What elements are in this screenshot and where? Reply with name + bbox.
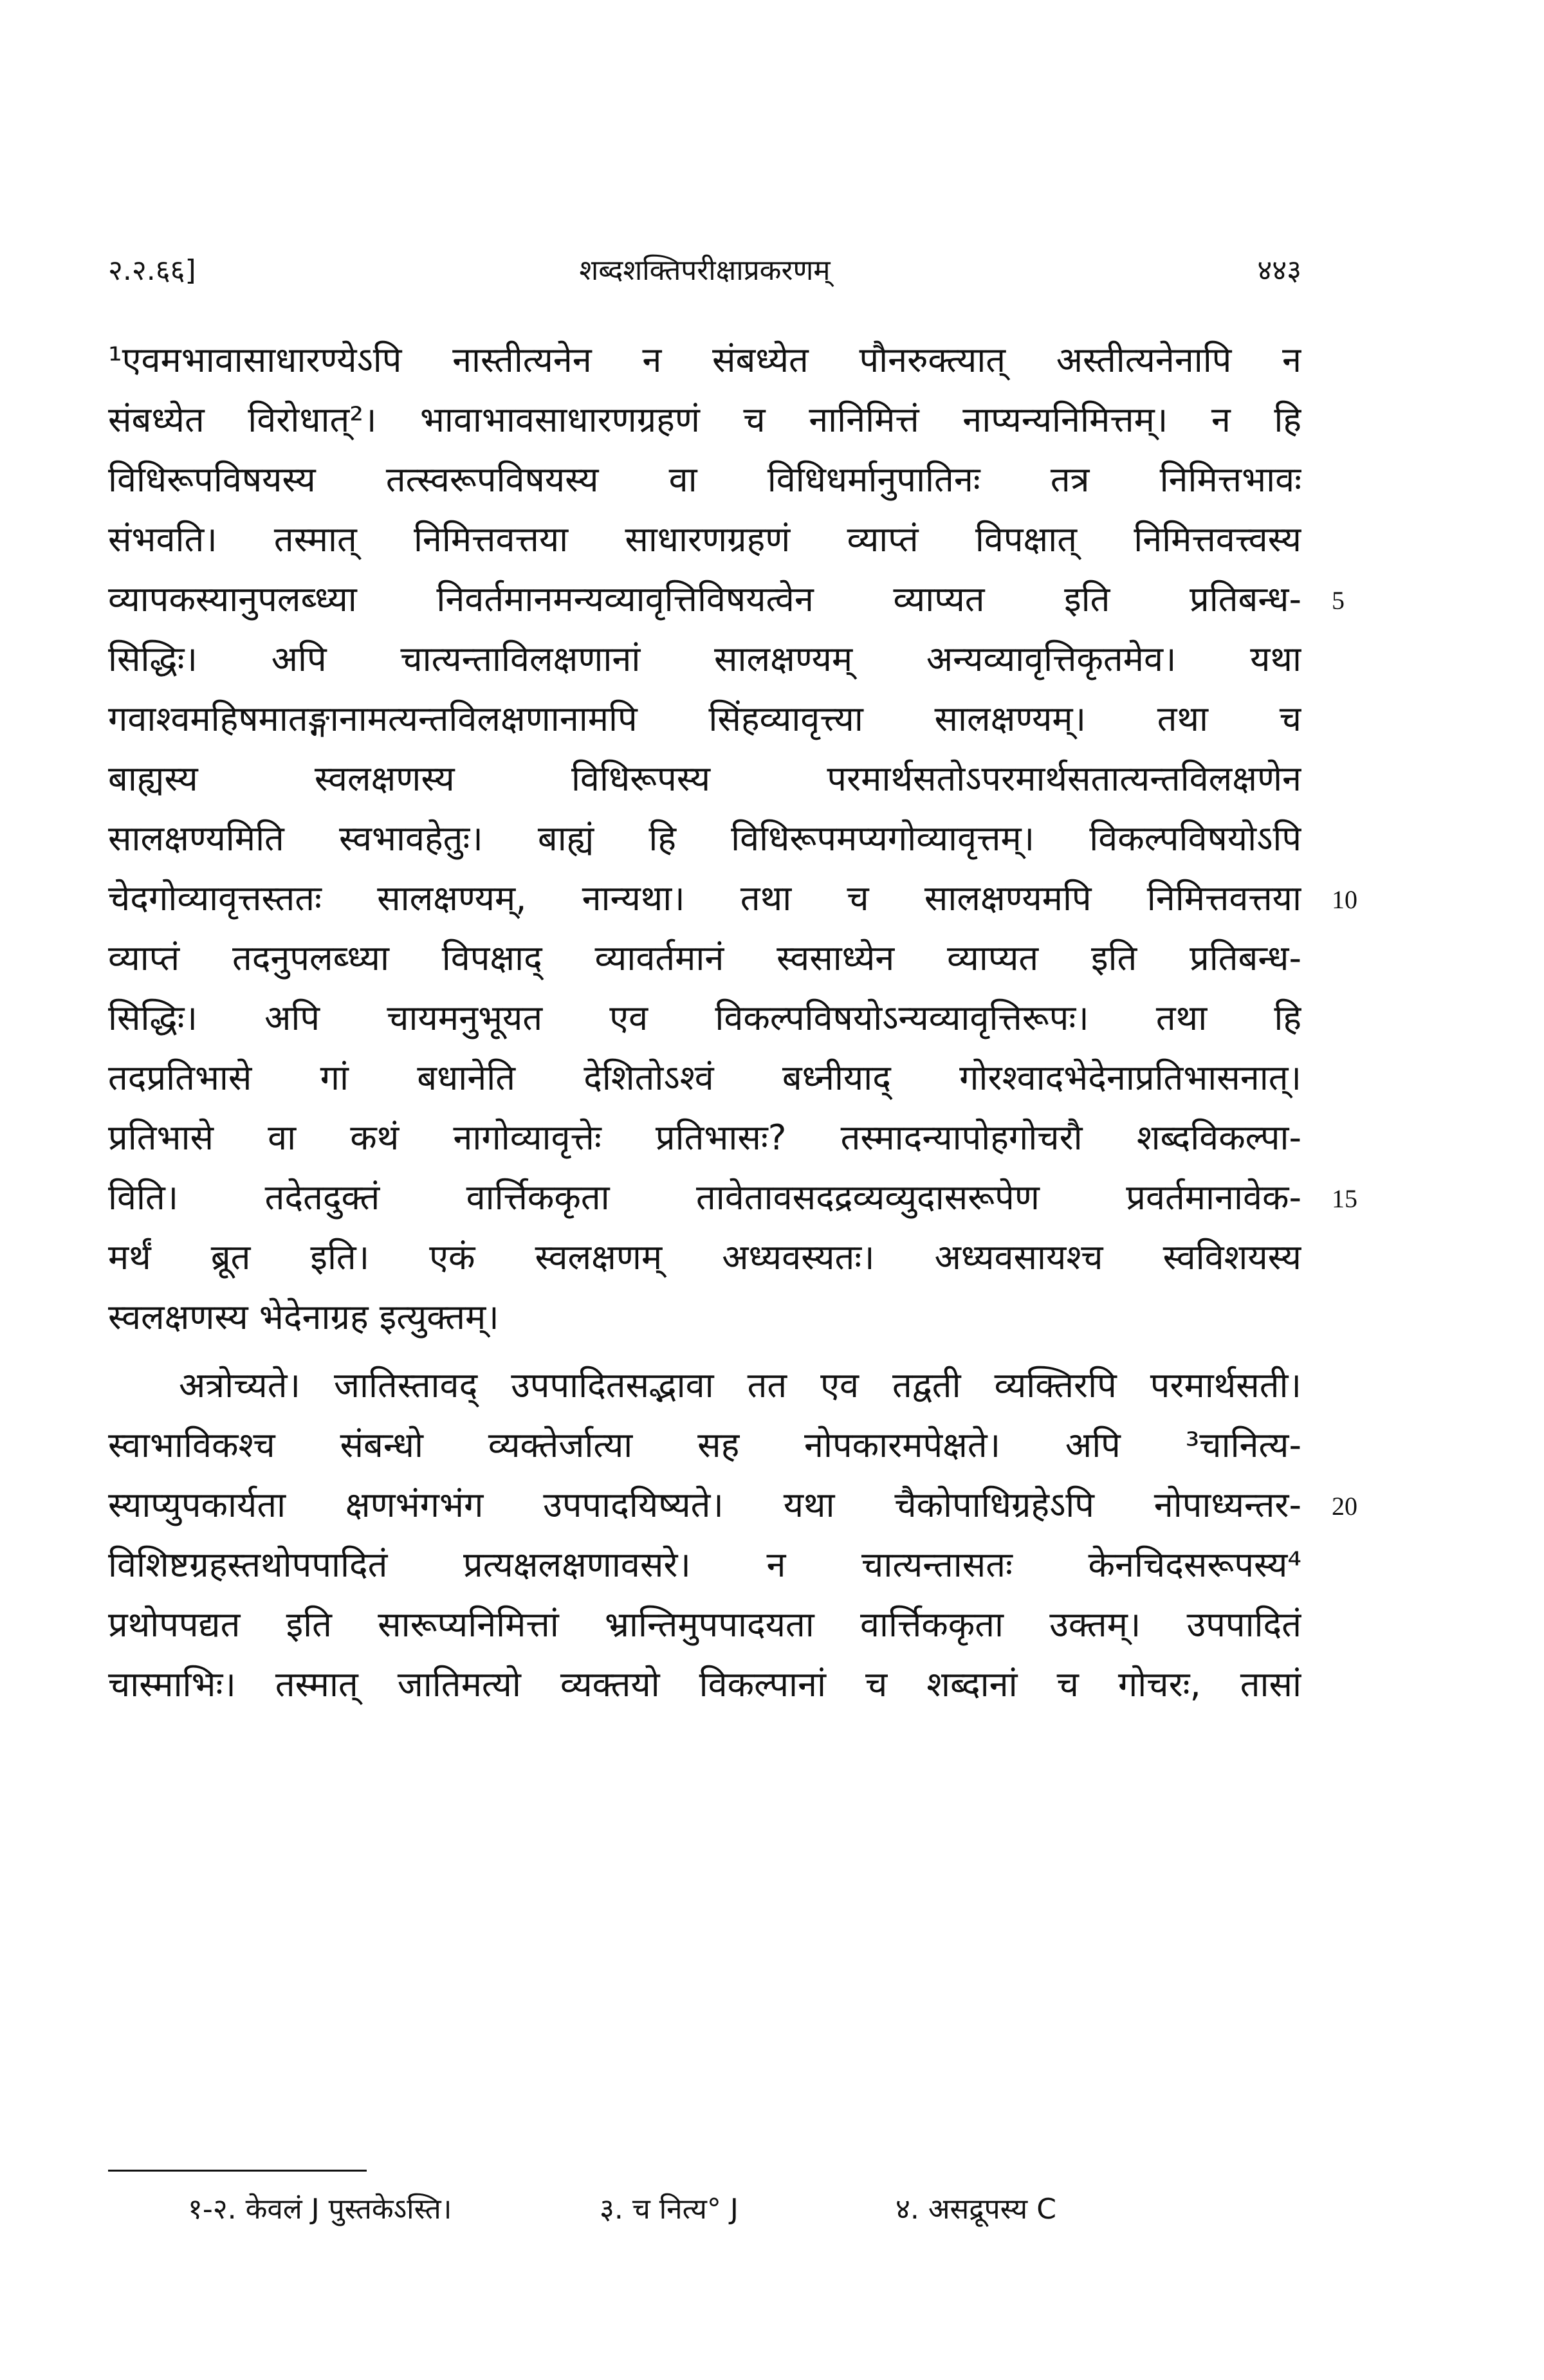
text-line: चेदगोव्यावृत्तस्ततः सालक्षण्यम्, नान्यथा। तथा च सालक्षण्यमपि निमित्तवत्तया — [108, 878, 1301, 919]
text-line: चास्माभिः। तस्मात् जातिमत्यो व्यक्तयो विकल्पानां च शब्दानां च गोचरः, तासां — [108, 1664, 1301, 1705]
text-line: स्वलक्षणस्य भेदेनाग्रह इत्युक्तम्। — [108, 1297, 499, 1337]
section-number: २.२.६६] — [108, 254, 196, 287]
line-number: 5 — [1332, 586, 1345, 615]
text-line: व्याप्तं तदनुपलब्ध्या विपक्षाद् व्यावर्तमानं स्वसाध्येन व्याप्यत इति प्रतिबन्ध- — [108, 938, 1301, 978]
text-line: स्याप्युपकार्यता क्षणभंगभंग उपपादयिष्यते। यथा चैकोपाधिग्रहेऽपि नोपाध्यन्तर- — [108, 1485, 1301, 1525]
line-number: 15 — [1332, 1184, 1357, 1213]
text-line: संभवति। तस्मात् निमित्तवत्तया साधारणग्रहणं व्याप्तं विपक्षात् निमित्तवत्त्वस्य — [108, 519, 1301, 560]
text-line: स्वाभाविकश्च संबन्धो व्यक्तेर्जात्या सह नोपकारमपेक्षते। अपि ³चानित्य- — [108, 1425, 1301, 1465]
text-line: तदप्रतिभासे गां बधानेति देशितोऽश्वं बध्नीयाद् गोरश्वादभेदेनाप्रतिभासनात्। — [108, 1057, 1301, 1098]
line-number: 10 — [1332, 885, 1357, 914]
text-line: विशिष्टग्रहस्तथोपपादितं प्रत्यक्षलक्षणावसरे। न चात्यन्तासतः केनचिदसरूपस्य⁴ — [108, 1544, 1301, 1585]
footnote: ४. असद्रूपस्य C — [896, 2193, 1056, 2226]
text-line: प्रथोपपद्यत इति सारूप्यनिमित्तां भ्रान्तिमुपपादयता वार्त्तिककृता उक्तम्। उपपादितं — [108, 1604, 1301, 1645]
text-line: विधिरूपविषयस्य तत्स्वरूपविषयस्य वा विधिधर्मानुपातिनः तत्र निमित्तभावः — [108, 459, 1301, 500]
text-line: व्यापकस्यानुपलब्ध्या निवर्तमानमन्यव्यावृत्तिविषयत्वेन व्याप्यत इति प्रतिबन्ध- — [108, 579, 1301, 619]
footnote: १-२. केवलं J पुस्तकेऽस्ति। — [188, 2193, 452, 2226]
page-number: ४४३ — [1257, 254, 1301, 287]
text-line: ¹एवमभावासाधारण्येऽपि नास्तीत्यनेन न संबध्येत पौनरुक्त्यात् अस्तीत्यनेनापि न — [108, 340, 1301, 380]
text-line: अत्रोच्यते। जातिस्तावद् उपपादितसद्भावा तत एव तद्वती व्यक्तिरपि परमार्थसती। — [179, 1365, 1301, 1405]
text-line: गवाश्वमहिषमातङ्गानामत्यन्तविलक्षणानामपि सिंहव्यावृत्त्या सालक्षण्यम्। तथा च — [108, 699, 1301, 739]
text-line: सालक्षण्यमिति स्वभावहेतुः। बाह्यं हि विधिरूपमप्यगोव्यावृत्तम्। विकल्पविषयोऽपि — [108, 818, 1301, 859]
chapter-title: शब्दशक्तिपरीक्षाप्रकरणम् — [579, 254, 831, 287]
running-header — [108, 250, 1301, 301]
line-number: 20 — [1332, 1492, 1357, 1521]
text-line: सिद्धिः। अपि चात्यन्ताविलक्षणानां सालक्षण्यम् अन्यव्यावृत्तिकृतमेव। यथा — [108, 639, 1301, 679]
text-line: विति। तदेतदुक्तं वार्त्तिककृता तावेतावसदद्रव्यव्युदासरूपेण प्रवर्तमानावेक- — [108, 1177, 1301, 1218]
text-line: बाह्यस्य स्वलक्षणस्य विधिरूपस्य परमार्थसतोऽपरमार्थसतात्यन्तविलक्षणेन — [108, 758, 1301, 799]
text-line: मर्थं ब्रूत इति। एकं स्वलक्षणम् अध्यवस्यतः। अध्यवसायश्च स्वविशयस्य — [108, 1237, 1301, 1277]
text-line: प्रतिभासे वा कथं नागोव्यावृत्तेः प्रतिभासः? तस्मादन्यापोहगोचरौ शब्दविकल्पा- — [108, 1117, 1301, 1158]
footnote: ३. च नित्य° J — [600, 2193, 739, 2226]
text-line: सिद्धिः। अपि चायमनुभूयत एव विकल्पविषयोऽन्यव्यावृत्तिरूपः। तथा हि — [108, 998, 1301, 1038]
footnote-rule — [108, 2170, 367, 2172]
footnotes — [188, 2184, 1249, 2235]
text-line: संबध्येत विरोधात्²। भावाभावसाधारणग्रहणं च नानिमित्तं नाप्यन्यनिमित्तम्। न हि — [108, 399, 1301, 440]
